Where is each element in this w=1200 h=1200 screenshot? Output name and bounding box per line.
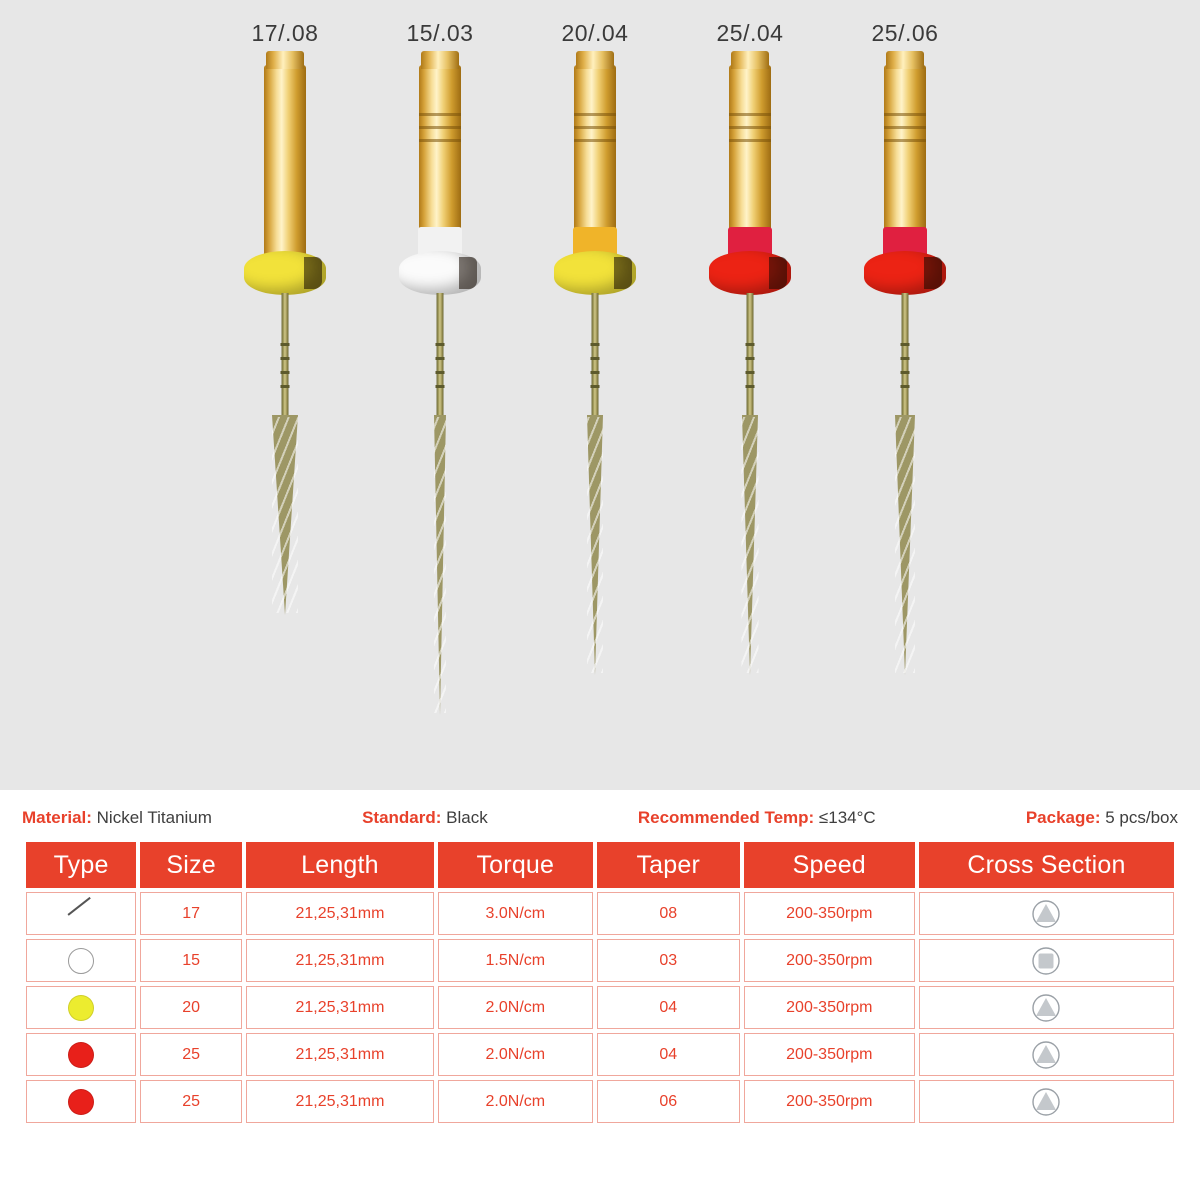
- handle-notch: [745, 57, 755, 67]
- file-column: [515, 0, 675, 790]
- file-size-label: 25/.06: [871, 20, 939, 46]
- handle-notch: [900, 57, 910, 67]
- specification-table: [22, 838, 1178, 1127]
- cell-torque: 2.0N/cm: [438, 986, 593, 1029]
- meta-standard-value: Black: [446, 808, 488, 827]
- handle-notch: [280, 57, 290, 67]
- meta-temp-value: ≤134°C: [818, 808, 876, 827]
- cell-taper: 06: [597, 1080, 740, 1123]
- cell-taper: 04: [597, 1033, 740, 1076]
- triangle-in-circle-icon: [1031, 1040, 1061, 1070]
- table-row: [26, 986, 1174, 1029]
- file-column: [825, 0, 985, 790]
- specifications-panel: [0, 790, 1200, 1200]
- cell-speed: 200-350rpm: [744, 1080, 915, 1123]
- file-column: [360, 0, 520, 790]
- triangle-in-circle-icon: [1031, 899, 1061, 929]
- file-size-label: 25/.04: [716, 20, 784, 46]
- square-in-circle-icon: [1031, 946, 1061, 976]
- cell-taper: 03: [597, 939, 740, 982]
- triangle-in-circle-icon: [1031, 993, 1061, 1023]
- meta-material-value: Nickel Titanium: [96, 808, 212, 827]
- silicone-stopper: [709, 251, 791, 295]
- table-header-row: [26, 842, 1174, 888]
- cell-length: 21,25,31mm: [246, 939, 434, 982]
- flute-pattern: [742, 417, 759, 673]
- cell-type: [26, 986, 136, 1029]
- triangle-in-circle-icon: [1031, 1087, 1061, 1117]
- column-header-length: Length: [246, 842, 434, 888]
- table-head: [26, 842, 1174, 888]
- cell-size: 15: [140, 939, 242, 982]
- cell-type: [26, 1033, 136, 1076]
- white-dot-icon: [68, 948, 94, 974]
- cell-size: 17: [140, 892, 242, 935]
- silicone-stopper: [864, 251, 946, 295]
- depth-marker-rings: [902, 343, 909, 403]
- cell-type: [26, 892, 136, 935]
- cell-cross-section: [919, 892, 1174, 935]
- cell-cross-section: [919, 939, 1174, 982]
- handle-notch: [590, 57, 600, 67]
- handle-notch: [435, 57, 445, 67]
- cell-type: [26, 1080, 136, 1123]
- red-dot-icon: [68, 1089, 94, 1115]
- cell-speed: 200-350rpm: [744, 892, 915, 935]
- cell-cross-section: [919, 986, 1174, 1029]
- endodontic-file-illustration: [670, 55, 830, 755]
- file-column: [205, 0, 365, 790]
- column-header-speed: Speed: [744, 842, 915, 888]
- cell-torque: 1.5N/cm: [438, 939, 593, 982]
- flute-pattern: [272, 417, 298, 613]
- meta-package: [1026, 808, 1178, 828]
- cell-speed: 200-350rpm: [744, 986, 915, 1029]
- column-header-taper: Taper: [597, 842, 740, 888]
- yellow-dot-icon: [68, 995, 94, 1021]
- cell-speed: 200-350rpm: [744, 939, 915, 982]
- endodontic-file-illustration: [515, 55, 675, 755]
- cell-length: 21,25,31mm: [246, 1080, 434, 1123]
- depth-marker-rings: [437, 343, 444, 403]
- flute-pattern: [587, 417, 603, 673]
- silicone-stopper: [554, 251, 636, 295]
- handle-identification-rings: [729, 113, 771, 165]
- cell-torque: 3.0N/cm: [438, 892, 593, 935]
- cell-taper: 04: [597, 986, 740, 1029]
- column-header-size: Size: [140, 842, 242, 888]
- meta-temp: [638, 808, 876, 828]
- endodontic-file-illustration: [360, 55, 520, 755]
- cell-taper: 08: [597, 892, 740, 935]
- table-body: [26, 892, 1174, 1123]
- table-row: [26, 1033, 1174, 1076]
- handle-identification-rings: [264, 113, 306, 165]
- cell-torque: 2.0N/cm: [438, 1080, 593, 1123]
- endodontic-file-illustration: [825, 55, 985, 755]
- cell-torque: 2.0N/cm: [438, 1033, 593, 1076]
- file-handle: [264, 65, 306, 265]
- cell-size: 20: [140, 986, 242, 1029]
- silicone-stopper: [244, 251, 326, 295]
- table-row: [26, 939, 1174, 982]
- flute-pattern: [895, 417, 915, 673]
- handle-identification-rings: [419, 113, 461, 165]
- silicone-stopper: [399, 251, 481, 295]
- file-size-label: 20/.04: [561, 20, 629, 46]
- handle-identification-rings: [574, 113, 616, 165]
- depth-marker-rings: [282, 343, 289, 403]
- column-header-type: Type: [26, 842, 136, 888]
- file-size-label: 15/.03: [406, 20, 474, 46]
- meta-standard: [362, 808, 488, 828]
- cell-length: 21,25,31mm: [246, 1033, 434, 1076]
- meta-material-label: Material:: [22, 808, 92, 827]
- flute-pattern: [434, 417, 446, 713]
- cell-length: 21,25,31mm: [246, 986, 434, 1029]
- table-row: [26, 1080, 1174, 1123]
- handle-identification-rings: [884, 113, 926, 165]
- meta-temp-label: Recommended Temp:: [637, 808, 815, 827]
- meta-info-row: [0, 790, 1200, 838]
- file-size-label: 17/.08: [251, 20, 319, 46]
- cell-speed: 200-350rpm: [744, 1033, 915, 1076]
- cell-length: 21,25,31mm: [246, 892, 434, 935]
- meta-standard-label: Standard:: [362, 808, 442, 827]
- column-header-torque: Torque: [438, 842, 593, 888]
- red-dot-icon: [68, 1042, 94, 1068]
- cell-cross-section: [919, 1080, 1174, 1123]
- meta-package-label: Package:: [1025, 808, 1101, 827]
- table-row: [26, 892, 1174, 935]
- endodontic-file-illustration: [205, 55, 365, 755]
- depth-marker-rings: [592, 343, 599, 403]
- cell-size: 25: [140, 1080, 242, 1123]
- meta-package-value: 5 pcs/box: [1105, 808, 1179, 827]
- file-column: [670, 0, 830, 790]
- cell-cross-section: [919, 1033, 1174, 1076]
- depth-marker-rings: [747, 343, 754, 403]
- meta-material: [22, 808, 212, 828]
- column-header-cross-section: Cross Section: [919, 842, 1174, 888]
- slash-icon: [66, 903, 96, 925]
- cell-size: 25: [140, 1033, 242, 1076]
- cell-type: [26, 939, 136, 982]
